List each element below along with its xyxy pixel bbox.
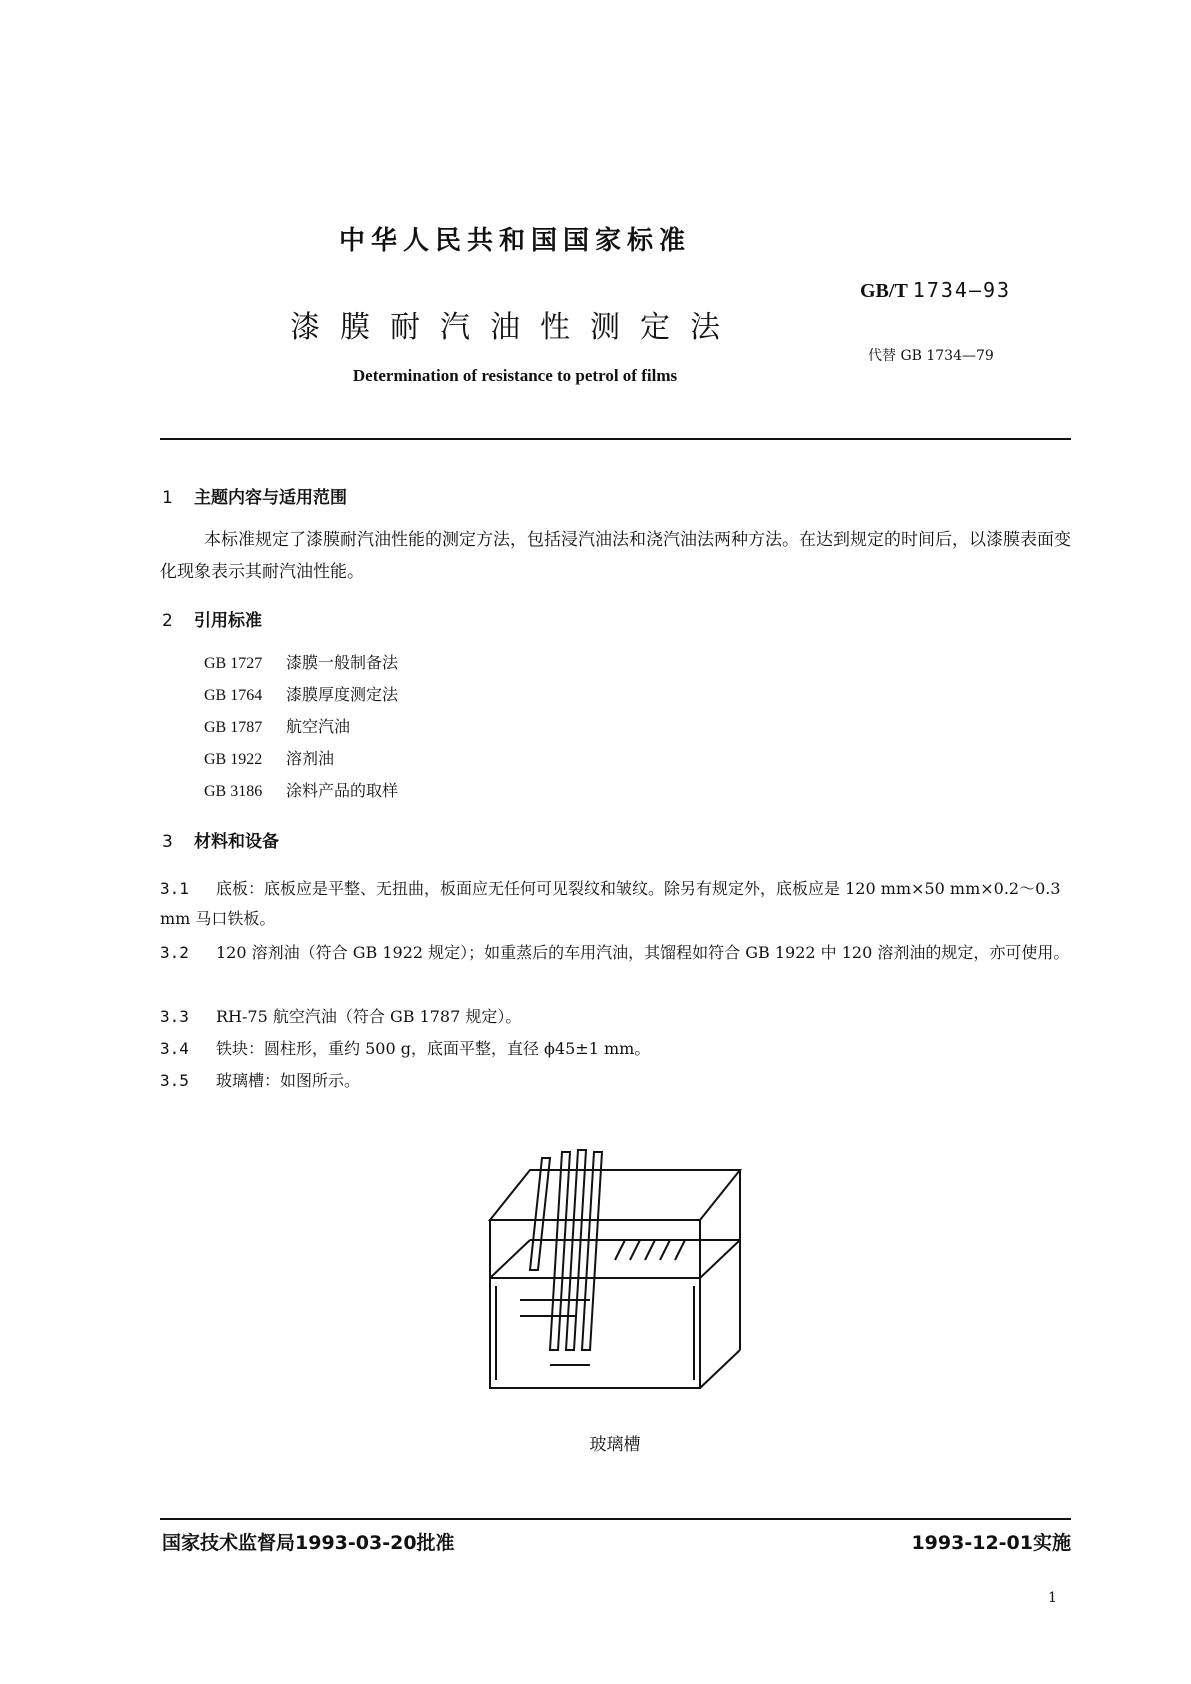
clause-text: 120 溶剂油（符合 GB 1922 规定）；如重蒸后的车用汽油，其馏程如符合 GB 1922 中 120 溶剂油的规定，亦可使用。 <box>216 943 1070 962</box>
section-title: 引用标准 <box>194 611 262 631</box>
clause-number: 3.2 <box>160 943 189 962</box>
clause-3-4 <box>160 1034 1071 1064</box>
clause-text: 底板：底板应是平整、无扭曲，板面应无任何可见裂纹和皱纹。除另有规定外，底板应是 120 mm×50 mm×0.2～0.3 mm 马口铁板。 <box>160 879 1061 928</box>
test-plate <box>530 1158 550 1270</box>
slot-mark <box>645 1240 655 1260</box>
reference-item <box>204 775 398 807</box>
reference-name: 漆膜一般制备法 <box>286 653 399 672</box>
footer-divider <box>160 1518 1071 1520</box>
tank-lower-front <box>490 1278 700 1388</box>
section-number: 2 <box>162 611 173 631</box>
reference-name: 漆膜厚度测定法 <box>286 685 399 704</box>
approval-date: 国家技术监督局1993-03-20批准 <box>162 1532 455 1554</box>
clause-3-3 <box>160 1002 1071 1032</box>
national-standard-heading: 中华人民共和国国家标准 <box>338 226 691 256</box>
document-title-en: Determination of resistance to petrol of films <box>352 366 678 385</box>
standard-code-prefix: GB/T <box>860 280 908 302</box>
tank-shelf-edge <box>700 1240 740 1278</box>
figure-caption: 玻璃槽 <box>589 1435 641 1455</box>
reference-item <box>204 711 398 743</box>
header-divider <box>160 438 1071 440</box>
section-1-text: 本标准规定了漆膜耐汽油性能的测定方法，包括浸汽油法和浇汽油法两种方法。在达到规定的时间后，以漆膜表面变化现象表示其耐汽油性能。 <box>160 530 1071 582</box>
slot-mark <box>675 1240 685 1260</box>
reference-name: 航空汽油 <box>286 717 351 736</box>
reference-name: 溶剂油 <box>286 749 335 768</box>
section-number: 1 <box>162 488 173 508</box>
section-number: 3 <box>162 832 173 852</box>
section-3-heading <box>162 827 279 852</box>
reference-name: 涂料产品的取样 <box>286 781 399 800</box>
replaces-note: 代替 GB 1734—79 <box>868 348 994 364</box>
tank-bottom-edge <box>700 1350 740 1388</box>
standard-code <box>860 278 1011 303</box>
section-title: 主题内容与适用范围 <box>194 488 347 508</box>
clause-number: 3.3 <box>160 1007 189 1026</box>
reference-item <box>204 743 398 775</box>
clause-3-5 <box>160 1066 1071 1096</box>
reference-item <box>204 647 398 679</box>
standard-code-number: 1734—93 <box>912 278 1012 302</box>
reference-code: GB 1922 <box>204 751 263 768</box>
reference-code: GB 3186 <box>204 783 263 800</box>
clause-number: 3.5 <box>160 1071 189 1090</box>
reference-code: GB 1787 <box>204 719 263 736</box>
clause-text: 铁块：圆柱形，重约 500 g，底面平整，直径 ϕ45±1 mm。 <box>216 1039 651 1058</box>
clause-number: 3.4 <box>160 1039 189 1058</box>
slot-mark <box>615 1240 625 1260</box>
section-1-paragraph <box>160 524 1071 588</box>
reference-item <box>204 679 398 711</box>
section-2-heading <box>162 606 262 631</box>
slot-mark <box>660 1240 670 1260</box>
glass-tank-figure <box>480 1140 760 1390</box>
tank-shelf-left <box>490 1240 530 1278</box>
clause-3-2 <box>160 938 1071 968</box>
clause-text: RH-75 航空汽油（符合 GB 1787 规定）。 <box>216 1007 522 1026</box>
reference-list <box>204 647 398 807</box>
slot-mark <box>630 1240 640 1260</box>
section-title: 材料和设备 <box>194 832 279 852</box>
section-1-heading <box>162 483 347 508</box>
clause-3-1 <box>160 874 1071 934</box>
clause-number: 3.1 <box>160 879 189 898</box>
document-title-cn: 漆膜耐汽油性测定法 <box>290 310 740 345</box>
page-number: 1 <box>1048 1590 1057 1606</box>
clause-text: 玻璃槽：如图所示。 <box>216 1071 361 1090</box>
implementation-date: 1993-12-01实施 <box>911 1532 1071 1554</box>
reference-code: GB 1727 <box>204 655 263 672</box>
reference-code: GB 1764 <box>204 687 263 704</box>
tank-top-rim <box>490 1170 740 1220</box>
